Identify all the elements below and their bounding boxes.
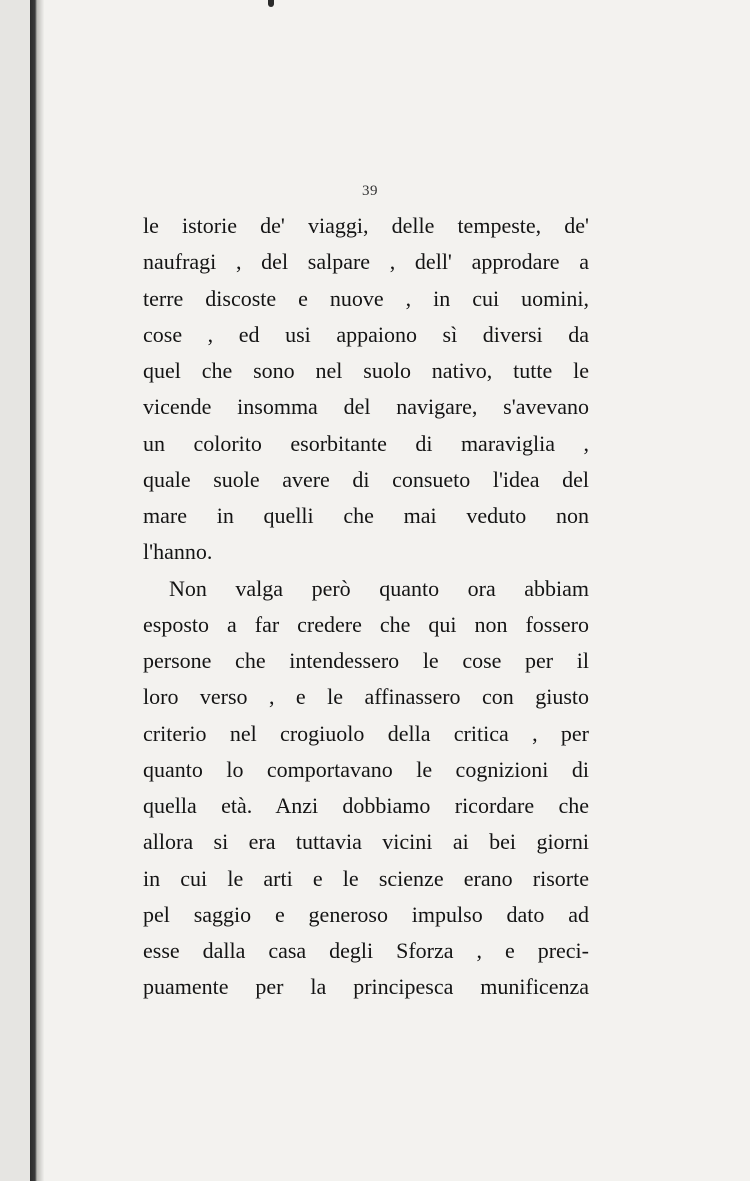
text-line: criterio nel crogiuolo della critica , per (143, 720, 589, 746)
text-line: vicende insomma del navigare, s'avevano (143, 394, 589, 420)
text-line: terre discoste e nuove , in cui uomini, (143, 285, 589, 311)
text-line: l'hanno. (143, 539, 213, 565)
text-line: Non valga però quanto ora abbiam (169, 575, 589, 601)
paragraph (143, 208, 589, 571)
page-binding-edge (0, 0, 44, 1181)
text-line: un colorito esorbitante di maraviglia , (143, 430, 589, 456)
text-line: mare in quelli che mai veduto non (143, 503, 589, 528)
text-line: quel che sono nel suolo nativo, tutte le (143, 358, 589, 383)
text-line: esse dalla casa degli Sforza , e preci- (143, 938, 589, 963)
text-line: puamente per la principesca munificenza (143, 974, 589, 1000)
text-line: allora si era tuttavia vicini ai bei giorni (143, 829, 589, 855)
ink-mark (268, 0, 274, 7)
page-number: 39 (362, 183, 378, 199)
text-line: quella età. Anzi dobbiamo ricordare che (143, 793, 589, 818)
text-line: pel saggio e generoso impulso dato ad (143, 901, 589, 927)
text-line: in cui le arti e le scienze erano risorte (143, 865, 589, 891)
text-line: naufragi , del salpare , dell' approdare a (143, 249, 589, 275)
text-line: loro verso , e le affinassero con giusto (143, 684, 589, 710)
text-line: quale suole avere di consueto l'idea del (143, 466, 589, 492)
text-line: esposto a far credere che qui non fossero (143, 611, 589, 637)
text-line: quanto lo comportavano le cognizioni di (143, 756, 589, 782)
text-line: le istorie de' viaggi, delle tempeste, de' (143, 213, 589, 238)
text-line: persone che intendessero le cose per il (143, 648, 589, 673)
body-text (143, 208, 589, 1006)
paragraph (143, 571, 589, 1006)
text-line: cose , ed usi appaiono sì diversi da (143, 321, 589, 347)
